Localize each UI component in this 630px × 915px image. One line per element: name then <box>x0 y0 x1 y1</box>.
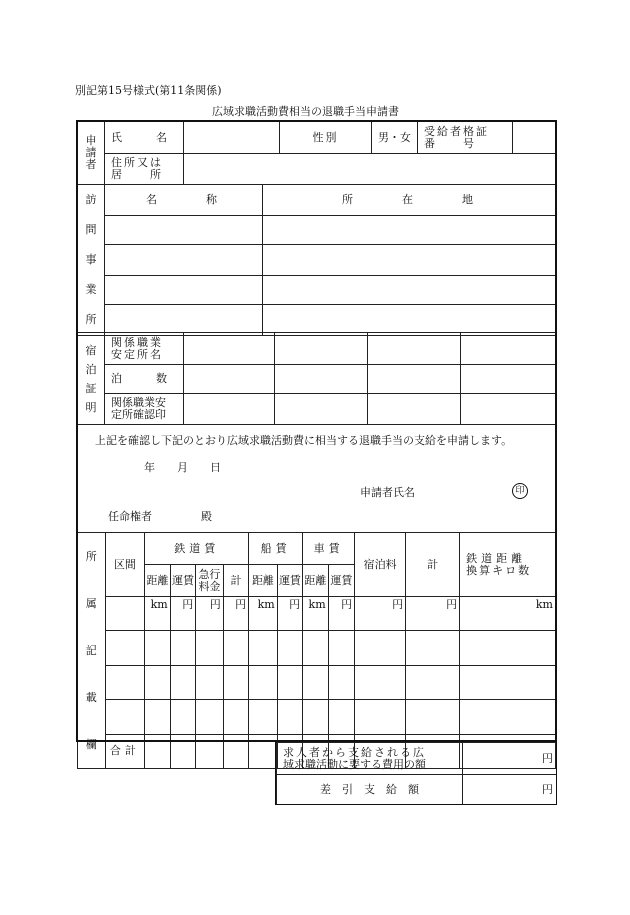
rail-distance-cell[interactable] <box>145 700 170 734</box>
car-fare-cell[interactable]: 円 <box>328 597 354 631</box>
rail-subtotal-cell[interactable]: 円 <box>223 597 248 631</box>
expense-row <box>78 597 556 631</box>
car-distance-cell[interactable] <box>303 665 328 699</box>
rail-fare-sum[interactable] <box>170 734 195 768</box>
visit-name-field[interactable] <box>105 275 263 305</box>
rail-distance-header: 距離 <box>145 565 170 597</box>
ship-distance-cell[interactable]: km <box>249 597 278 631</box>
office-field[interactable] <box>275 333 368 365</box>
office-field[interactable] <box>184 333 275 365</box>
total-cell[interactable] <box>406 665 460 699</box>
visit-name-header: 名 称 <box>105 185 263 216</box>
honorific: 殿 <box>201 510 212 523</box>
total-header: 計 <box>406 533 460 597</box>
rail-distance-cell[interactable]: km <box>145 597 170 631</box>
visit-location-field[interactable] <box>263 245 557 276</box>
difference-label: 差 引 支 給 額 <box>277 775 463 805</box>
total-cell[interactable]: 円 <box>406 597 460 631</box>
car-fare-header: 運賃 <box>328 565 354 597</box>
rail-express-cell[interactable]: 円 <box>196 597 224 631</box>
difference-field[interactable]: 円 <box>463 775 557 805</box>
nights-field[interactable] <box>368 365 461 394</box>
seal-label: 関係職業安 定所確認印 <box>105 394 184 425</box>
seal-field[interactable] <box>368 394 461 425</box>
rail-distance-cell[interactable] <box>145 631 170 665</box>
sex-options[interactable]: 男・女 <box>372 122 418 154</box>
ship-distance-cell[interactable] <box>249 700 278 734</box>
form-number: 別記第15号様式(第11条関係) <box>75 84 222 97</box>
address-label: 住所又は 居 所 <box>105 154 184 185</box>
form-title: 広域求職活動費相当の退職手当申請書 <box>212 105 399 118</box>
seal-field[interactable] <box>275 394 368 425</box>
ship-fare-cell[interactable] <box>277 665 302 699</box>
certificate-number-field[interactable] <box>513 122 557 154</box>
rail-express-sum[interactable] <box>196 734 224 768</box>
office-field[interactable] <box>461 333 557 365</box>
expense-group-label: 所属記載欄 <box>78 533 106 769</box>
ship-distance-sum[interactable] <box>249 734 278 768</box>
visit-location-field[interactable] <box>263 305 557 336</box>
lodging-fee-cell[interactable] <box>355 700 406 734</box>
applicant-group-label: 申請者 <box>78 122 105 185</box>
lodging-fee-cell[interactable] <box>355 665 406 699</box>
rail-km-cell[interactable]: km <box>460 597 556 631</box>
rail-subtotal-header: 計 <box>223 565 248 597</box>
visit-name-field[interactable] <box>105 245 263 276</box>
rail-distance-sum[interactable] <box>145 734 170 768</box>
total-cell[interactable] <box>406 631 460 665</box>
expense-row <box>78 631 556 665</box>
rail-km-cell[interactable] <box>460 631 556 665</box>
car-fare-cell[interactable] <box>328 631 354 665</box>
lodging-fee-header: 宿泊料 <box>355 533 406 597</box>
nights-field[interactable] <box>275 365 368 394</box>
car-distance-cell[interactable] <box>303 631 328 665</box>
rail-km-cell[interactable] <box>460 665 556 699</box>
rail-express-header: 急行 料金 <box>196 565 224 597</box>
ship-distance-header: 距離 <box>249 565 278 597</box>
section-cell[interactable] <box>105 665 145 699</box>
rail-fare-cell[interactable] <box>170 665 195 699</box>
summary-table <box>276 742 557 805</box>
address-field[interactable] <box>184 154 557 185</box>
rail-fare-cell[interactable]: 円 <box>170 597 195 631</box>
ship-fare-cell[interactable]: 円 <box>277 597 302 631</box>
rail-km-cell[interactable] <box>460 700 556 734</box>
car-distance-cell[interactable]: km <box>303 597 328 631</box>
nights-field[interactable] <box>461 365 557 394</box>
visit-location-header: 所 在 地 <box>263 185 557 216</box>
lodging-fee-cell[interactable] <box>355 631 406 665</box>
section-cell[interactable] <box>105 631 145 665</box>
section-header: 区間 <box>105 533 145 597</box>
visit-group-label: 訪問事業所 <box>78 185 105 336</box>
certificate-label: 受給者格証 番 号 <box>418 122 513 154</box>
ship-fare-cell[interactable] <box>277 631 302 665</box>
office-label: 関係職業 安定所名 <box>105 333 184 365</box>
rail-subtotal-cell[interactable] <box>223 665 248 699</box>
sum-label: 合計 <box>105 734 145 768</box>
rail-subtotal-cell[interactable] <box>223 631 248 665</box>
lodging-fee-cell[interactable]: 円 <box>355 597 406 631</box>
total-cell[interactable] <box>406 700 460 734</box>
rail-express-cell[interactable] <box>196 665 224 699</box>
visit-name-field[interactable] <box>105 215 263 245</box>
section-cell[interactable] <box>105 700 145 734</box>
ship-fare-header: 運賃 <box>277 565 302 597</box>
section-cell[interactable] <box>105 597 145 631</box>
visit-location-field[interactable] <box>263 215 557 245</box>
expense-row <box>78 665 556 699</box>
car-distance-header: 距離 <box>303 565 328 597</box>
rail-fare-header: 運賃 <box>170 565 195 597</box>
name-field[interactable] <box>184 122 280 154</box>
applicant-table <box>77 121 557 336</box>
rail-subtotal-cell[interactable] <box>223 700 248 734</box>
visit-location-field[interactable] <box>263 275 557 305</box>
rail-distance-cell[interactable] <box>145 665 170 699</box>
car-fare-cell[interactable] <box>328 665 354 699</box>
rail-fare-cell[interactable] <box>170 631 195 665</box>
employer-expense-label: 求人者から支給される広 域求職活動に要する費用の額 <box>277 743 463 775</box>
expense-row <box>78 700 556 734</box>
rail-express-cell[interactable] <box>196 631 224 665</box>
office-field[interactable] <box>368 333 461 365</box>
nights-field[interactable] <box>184 365 275 394</box>
ship-distance-cell[interactable] <box>249 665 278 699</box>
ship-fare-cell[interactable] <box>277 700 302 734</box>
declaration-date: 年 月 日 <box>144 461 221 474</box>
car-fare-cell[interactable] <box>328 700 354 734</box>
rail-header: 鉄道賃 <box>145 533 249 565</box>
authority-label: 任命権者 <box>108 510 152 523</box>
seal-field[interactable] <box>184 394 275 425</box>
sex-label: 性別 <box>280 122 372 154</box>
rail-fare-cell[interactable] <box>170 700 195 734</box>
seal-field[interactable] <box>461 394 557 425</box>
lodging-group-label: 宿泊証明 <box>78 333 105 425</box>
visit-name-field[interactable] <box>105 305 263 336</box>
nights-label: 泊 数 <box>105 365 184 394</box>
ship-header: 船賃 <box>249 533 303 565</box>
applicant-name-label: 申請者氏名 <box>360 486 415 499</box>
lodging-table <box>77 332 557 425</box>
employer-expense-field[interactable]: 円 <box>463 743 557 775</box>
ship-distance-cell[interactable] <box>249 631 278 665</box>
car-header: 車賃 <box>303 533 355 565</box>
seal-icon: 印 <box>512 483 528 499</box>
declaration-statement: 上記を確認し下記のとおり広域求職活動費に相当する退職手当の支給を申請します。 <box>95 434 513 447</box>
expense-table <box>77 532 556 769</box>
car-distance-cell[interactable] <box>303 700 328 734</box>
rail-express-cell[interactable] <box>196 700 224 734</box>
rail-subtotal-sum[interactable] <box>223 734 248 768</box>
name-label: 氏 名 <box>105 122 184 154</box>
rail-km-header: 鉄道距離 換算キロ数 <box>460 533 556 597</box>
